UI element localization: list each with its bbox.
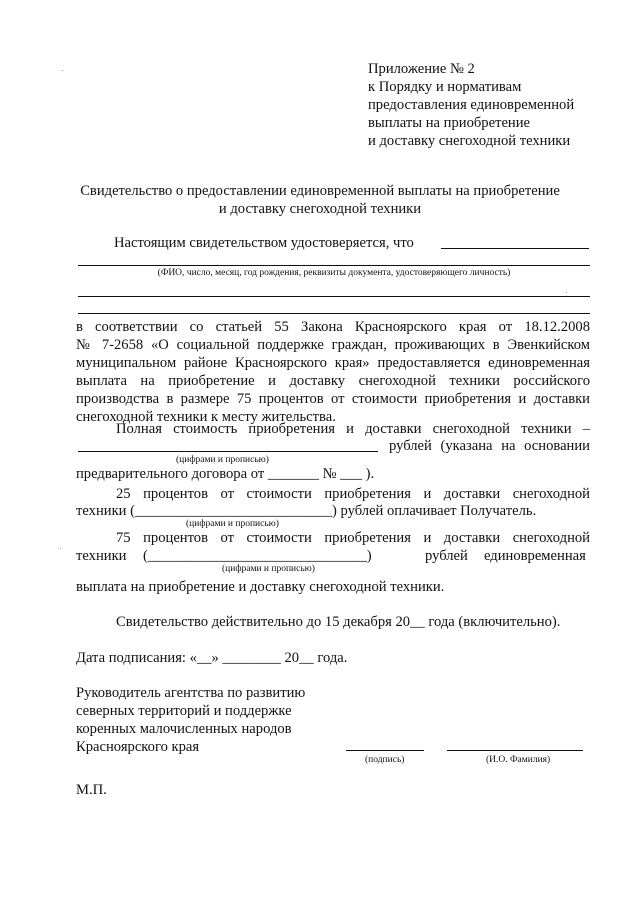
pct75-caption: (цифрами и прописью)	[222, 564, 315, 574]
fio-blank-line	[441, 248, 589, 249]
pct25-line2: техники (___________________________) рублей оплачивает Получатель.	[76, 503, 537, 519]
paragraph-line: № 7-2658 «О социальной поддержке граждан, проживающих в Эвенкийском	[76, 337, 590, 353]
fio-line	[78, 265, 590, 266]
pct75-line2-d: единовременная	[484, 548, 586, 564]
name-line	[447, 750, 583, 751]
head-line: Красноярского края	[76, 739, 200, 755]
pct75-line2-c: рублей	[425, 548, 468, 564]
pct25-line1-wrap	[116, 485, 590, 503]
intro-text: Настоящим свидетельством удостоверяется, что	[114, 235, 414, 251]
head-line: Руководитель агентства по развитию	[76, 685, 306, 701]
document-title-line1: Свидетельство о предоставлении единовременной выплаты на приобретение	[80, 183, 560, 199]
appendix-line: выплаты на приобретение	[368, 115, 531, 131]
fio-caption: (ФИО, число, месяц, год рождения, реквизиты документа, удостоверяющего личность)	[157, 268, 511, 278]
signature-line	[346, 750, 424, 751]
paragraph-line: в соответствии со статьей 55 Закона Красноярского края от 18.12.2008	[76, 319, 590, 335]
document-title-line2: и доставку снегоходной техники	[218, 201, 422, 217]
pct75-line2-b: (______________________________)	[143, 548, 372, 564]
head-line: коренных малочисленных народов	[76, 721, 292, 737]
full-cost-caption: (цифрами и прописью)	[176, 455, 269, 465]
validity-text: Свидетельство действительно до 15 декабря 20__ года (включительно).	[116, 614, 561, 630]
pct75-line1: 75 процентов от стоимости приобретения и доставки снегоходной	[116, 530, 590, 546]
pct25-line1: 25 процентов от стоимости приобретения и доставки снегоходной	[116, 486, 590, 502]
signature-caption: (подпись)	[365, 755, 405, 765]
appendix-line: и доставку снегоходной техники	[368, 133, 571, 149]
scan-speck	[60, 548, 61, 549]
scan-speck	[62, 70, 63, 71]
scan-speck	[566, 292, 567, 293]
full-cost-line1-wrap	[116, 420, 590, 438]
appendix-line: Приложение № 2	[368, 61, 475, 77]
head-line: северных территорий и поддержке	[76, 703, 292, 719]
paragraph-line: снегоходной техники к месту жительства.	[76, 409, 336, 425]
pct75-line3: выплата на приобретение и доставку снегоходной техники.	[76, 579, 445, 595]
name-caption: (И.О. Фамилия)	[486, 755, 551, 765]
full-cost-line2	[389, 437, 590, 455]
signing-date: Дата подписания: «__» ________ 20__ года.	[76, 650, 348, 666]
pct75-line1-wrap	[116, 529, 590, 547]
fio-line-2	[78, 296, 590, 297]
paragraph-line: выплата на приобретение и доставку снегоходной техники российского	[76, 373, 590, 389]
pct25-caption: (цифрами и прописью)	[186, 519, 279, 529]
stamp-place: М.П.	[76, 782, 107, 798]
full-cost-line2-text: рублей (указана на основании	[389, 438, 590, 454]
full-cost-blank-line	[78, 451, 378, 452]
appendix-line: предоставления единовременной	[368, 97, 575, 113]
full-cost-line1: Полная стоимость приобретения и доставки снегоходной техники –	[116, 421, 590, 437]
pct75-line2-a: техники	[76, 548, 127, 564]
paragraph-line: производства в размере 75 процентов от стоимости приобретения и доставки	[76, 391, 590, 407]
paragraph-line: муниципальном районе Красноярского края» предоставляется единовременная	[76, 355, 590, 371]
law-paragraph	[76, 318, 590, 426]
full-cost-line3: предварительного договора от _______ № ___ ).	[76, 466, 375, 482]
fio-line-3	[78, 313, 590, 314]
appendix-line: к Порядку и нормативам	[368, 79, 522, 95]
